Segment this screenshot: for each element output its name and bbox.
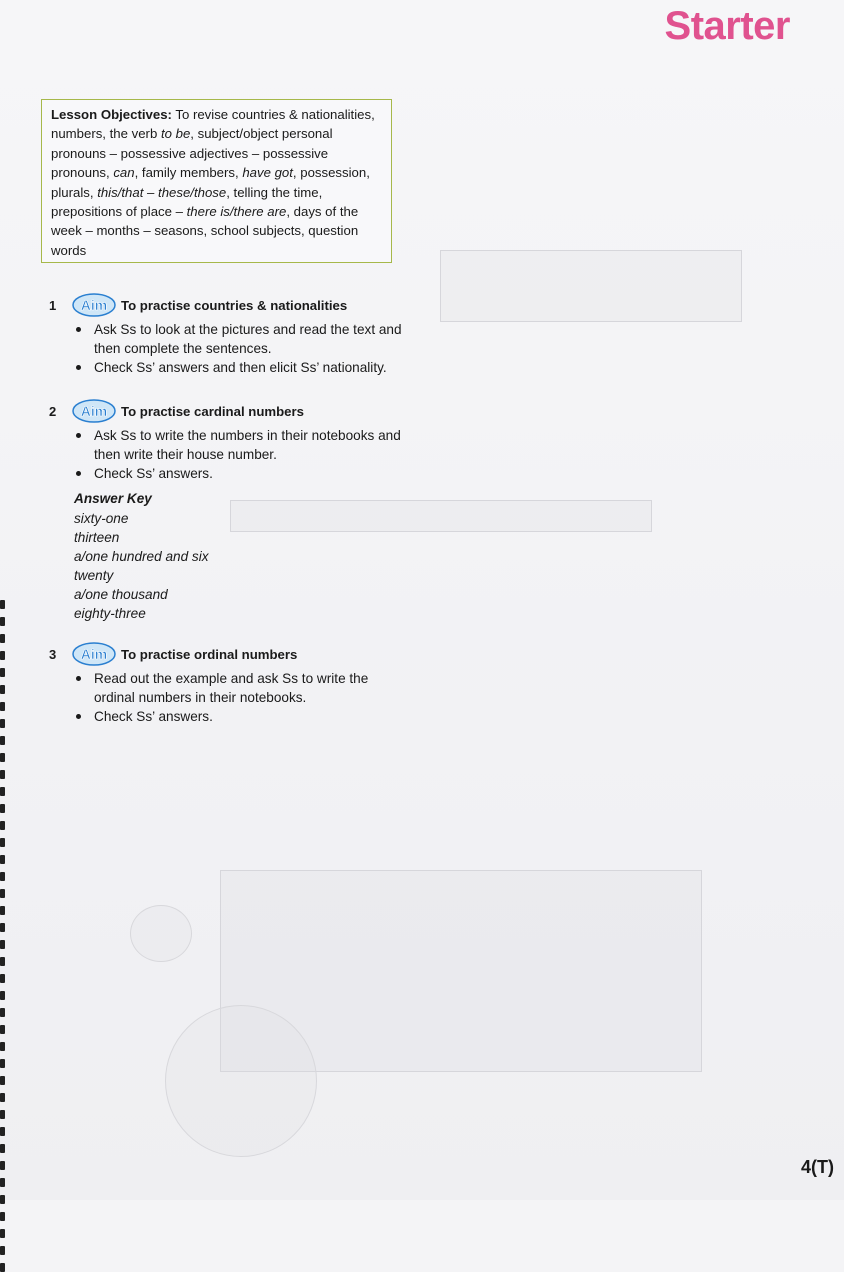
exercise-title: To practise ordinal numbers xyxy=(121,646,298,662)
show-through-panel xyxy=(440,250,742,322)
answer-key-item: thirteen xyxy=(74,530,120,545)
instruction-item: Check Ss’ answers and then elicit Ss’ nationality. xyxy=(74,358,410,377)
objectives-part: have got xyxy=(242,165,293,181)
instruction-list xyxy=(40,426,410,483)
answer-key-title: Answer Key xyxy=(74,491,152,506)
exercise-header xyxy=(40,292,410,318)
answer-key-item: eighty-three xyxy=(74,606,146,621)
aim-icon xyxy=(72,642,116,666)
exercise-number: 1 xyxy=(49,297,57,313)
objectives-part: , subject/object personal pronouns – possessive adjectives – possessive pronouns, xyxy=(51,126,333,181)
exercise-header xyxy=(40,398,410,424)
objectives-text xyxy=(51,107,375,258)
answer-key-item: twenty xyxy=(74,568,114,583)
page-title: Starter xyxy=(664,4,790,48)
objectives-part: , family members, xyxy=(134,165,243,181)
page-number: 4(T) xyxy=(801,1157,834,1177)
exercise-2 xyxy=(40,398,410,623)
instruction-item: Check Ss’ answers. xyxy=(74,464,410,483)
answer-key xyxy=(40,489,410,623)
exercise-header xyxy=(40,641,410,667)
instruction-item: Ask Ss to write the numbers in their notebooks and then write their house number. xyxy=(74,426,410,464)
lesson-objectives-box xyxy=(41,99,392,263)
objectives-part: this/that – these/those xyxy=(97,184,227,200)
answer-key-item: a/one thousand xyxy=(74,587,168,602)
aim-icon xyxy=(72,399,116,423)
objectives-part: to be xyxy=(160,126,191,142)
exercise-number: 2 xyxy=(49,403,57,419)
exercise-title: To practise countries & nationalities xyxy=(121,297,348,313)
objectives-part: can xyxy=(113,165,135,181)
svg-text:Aim: Aim xyxy=(80,403,108,419)
instruction-list xyxy=(40,669,410,726)
instruction-list xyxy=(40,320,410,377)
answer-key-item: sixty-one xyxy=(74,511,129,526)
exercise-number: 3 xyxy=(49,646,57,662)
instruction-item: Read out the example and ask Ss to write the ordinal numbers in their notebooks. xyxy=(74,669,410,707)
aim-icon xyxy=(72,293,116,317)
exercise-title: To practise cardinal numbers xyxy=(121,403,304,419)
spiral-binding xyxy=(0,600,6,1160)
objectives-part: , days of the week – months – seasons, school subjects, question words xyxy=(51,204,359,258)
show-through-circle xyxy=(165,1005,317,1157)
instruction-item: Ask Ss to look at the pictures and read the text and then complete the sentences. xyxy=(74,320,410,358)
svg-text:Aim: Aim xyxy=(80,297,108,313)
objectives-part: there is/there are xyxy=(186,204,287,220)
exercise-3 xyxy=(40,641,410,726)
show-through-circle xyxy=(130,905,192,962)
objectives-part: , possession, plurals, xyxy=(51,165,370,200)
objectives-label: Lesson Objectives: xyxy=(51,107,172,122)
objectives-part: , telling the time, prepositions of place – xyxy=(51,184,323,220)
instruction-item: Check Ss’ answers. xyxy=(74,707,410,726)
objectives-part: To revise countries & nationalities, numbers, the verb xyxy=(51,107,375,142)
exercise-1 xyxy=(40,292,410,377)
svg-text:Aim: Aim xyxy=(80,646,108,662)
answer-key-item: a/one hundred and six xyxy=(74,549,209,564)
